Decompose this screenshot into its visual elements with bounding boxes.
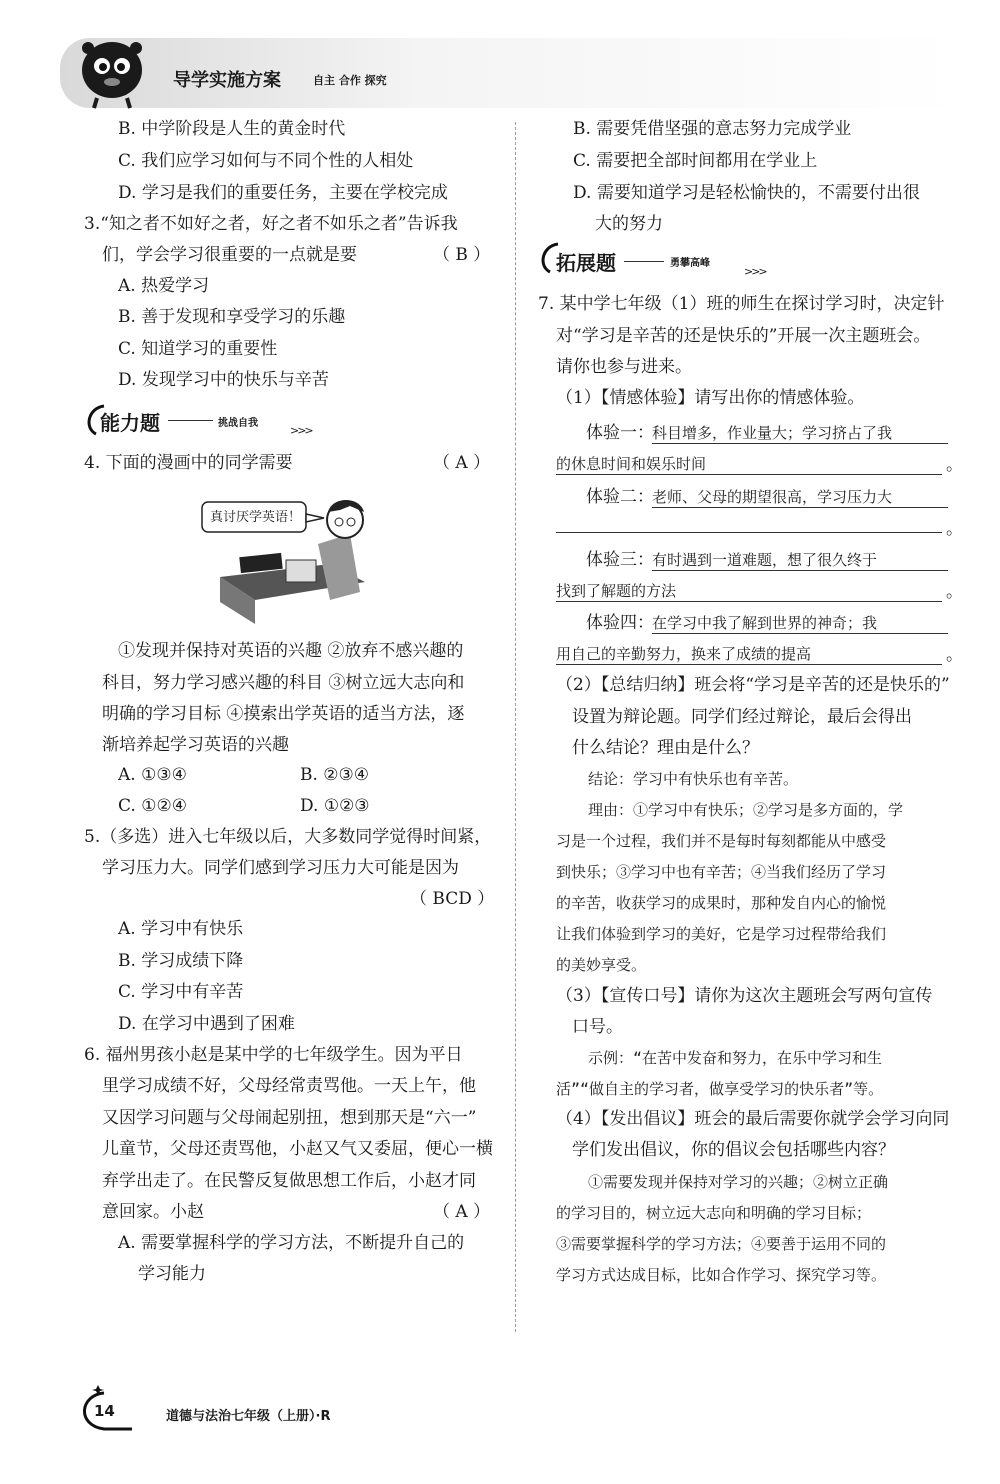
q5-option-c: C. 学习中有辛苦	[118, 982, 244, 1002]
q5-option-b: B. 学习成绩下降	[118, 951, 244, 971]
q6-stem-2: 里学习成绩不好，父母经常责骂他。一天上午，他	[102, 1076, 476, 1096]
q6-stem-1: 6. 福州男孩小赵是某中学的七年级学生。因为平日	[84, 1045, 463, 1065]
q7-part2-1: （2）【总结归纳】班会将“学习是辛苦的还是快乐的”	[556, 675, 950, 695]
q4-body-3: 明确的学习目标 ④摸索出学英语的适当方法，逐	[102, 704, 465, 724]
q5-option-a: A. 学习中有快乐	[118, 919, 244, 939]
p3-answer-1: 示例：“在苦中发奋和努力，在乐中学习和生	[588, 1049, 883, 1067]
book-title: 道德与法治七年级（上册）·R	[166, 1409, 331, 1424]
q4-option-d: D. ①②③	[300, 796, 370, 816]
section-ability-title: 能力题	[100, 411, 160, 435]
q6-option-a-1: A. 需要掌握科学的学习方法，不断提升自己的	[118, 1233, 465, 1253]
section-ext-rule	[624, 261, 664, 262]
q6-option-c: C. 需要把全部时间都用在学业上	[573, 151, 818, 171]
q7-part2-3: 什么结论？理由是什么？	[572, 738, 759, 758]
q6-answer: （ A ）	[433, 1202, 491, 1222]
exp1-label: 体验一：	[586, 423, 654, 443]
section-ability-arrows: >>>	[290, 424, 312, 437]
p2-answer-4: 到快乐；③学习中也有辛苦；④当我们经历了学习	[556, 863, 887, 881]
q5-stem-2: 学习压力大。同学们感到学习压力大可能是因为	[102, 858, 459, 878]
p2-answer-1: 结论：学习中有快乐也有辛苦。	[588, 770, 799, 788]
q7-part4-2: 学们发出倡议，你的倡议会包括哪些内容？	[572, 1140, 895, 1160]
q5-option-d: D. 在学习中遇到了困难	[118, 1014, 295, 1034]
q7-stem-2: 对“学习是辛苦的还是快乐的”开展一次主题班会。	[556, 326, 931, 346]
q4-answer: （ A ）	[433, 453, 491, 473]
q6-stem-5: 弃学出走了。在民警反复做思想工作后，小赵才同	[102, 1171, 476, 1191]
section-ext-arrows: >>>	[744, 265, 766, 278]
q6-stem-4: 儿童节，父母还责骂他，小赵又气又委屈，便心一横	[102, 1139, 493, 1159]
q2-option-c: C. 我们应学习如何与不同个性的人相处	[118, 151, 414, 171]
q4-option-b: B. ②③④	[300, 765, 370, 785]
q4-body-4: 渐培养起学习英语的兴趣	[102, 735, 289, 755]
q6-option-d-1: D. 需要知道学习是轻松愉快的，不需要付出很	[573, 183, 920, 203]
exp3-label: 体验三：	[586, 550, 654, 570]
section-ext-title: 拓展题	[556, 251, 616, 275]
q3-option-a: A. 热爱学习	[118, 276, 210, 296]
p2-answer-2: 理由：①学习中有快乐；②学习是多方面的，学	[588, 801, 904, 819]
section-ability-sub: 挑战自我	[218, 418, 258, 429]
exp3-line-a: 有时遇到一道难题，想了很久终于	[652, 550, 948, 571]
column-divider	[515, 122, 516, 1332]
q3-option-d: D. 发现学习中的快乐与辛苦	[118, 370, 329, 390]
exp2-line-a	[652, 487, 948, 508]
q4-option-c: C. ①②④	[118, 796, 187, 816]
exp4-end: 。	[946, 645, 963, 665]
q5-answer: （ BCD ）	[410, 889, 495, 909]
exp3-line-b: 找到了解题的方法	[556, 581, 942, 602]
q4-body-1: ①发现并保持对英语的兴趣 ②放弃不感兴趣的	[118, 641, 464, 661]
q6-option-a-2: 学习能力	[138, 1264, 206, 1284]
q6-option-b: B. 需要凭借坚强的意志努力完成学业	[573, 119, 852, 139]
q7-stem-1: 7. 某中学七年级（1）班的师生在探讨学习时，决定针	[538, 294, 945, 314]
exp1-line-a: 科目增多，作业量大；学习挤占了我	[652, 423, 948, 444]
q3-stem-2: 们，学会学习很重要的一点就是要	[102, 245, 357, 265]
q7-part3-1: （3）【宣传口号】请你为这次主题班会写两句宣传	[556, 986, 933, 1006]
q7-part2-2: 设置为辩论题。同学们经过辩论，最后会得出	[572, 707, 912, 727]
q3-option-b: B. 善于发现和享受学习的乐趣	[118, 307, 346, 327]
q2-option-d: D. 学习是我们的重要任务，主要在学校完成	[118, 183, 448, 203]
section-ability-rule	[168, 420, 213, 421]
exp2-blank-line	[556, 532, 942, 533]
p2-answer-3: 习是一个过程，我们并不是每时每刻都能从中感受	[556, 832, 887, 850]
p2-answer-7: 的美妙享受。	[556, 956, 647, 974]
q6-stem-3: 又因学习问题与父母闹起别扭，想到那天是“六一”	[102, 1108, 477, 1128]
exp4-line-b: 用自己的辛勤努力，换来了成绩的提高	[556, 644, 942, 665]
q7-part1: （1）【情感体验】请写出你的情感体验。	[556, 388, 865, 408]
cartoon-speech: 真讨厌学英语！	[210, 510, 302, 525]
q3-stem-1: 3.“知之者不如好之者，好之者不如乐之者”告诉我	[84, 214, 458, 234]
exp1-line-b: 的休息时间和娱乐时间	[556, 454, 942, 475]
exp4-line-a: 在学习中我了解到世界的神奇；我	[652, 613, 948, 634]
mascot-icon	[72, 30, 152, 110]
q6-option-d-2: 大的努力	[595, 214, 663, 234]
q3-answer: （ B ）	[433, 245, 491, 265]
q4-stem: 4. 下面的漫画中的同学需要	[84, 453, 293, 473]
p4-answer-2: 的学习目的，树立远大志向和明确的学习目标；	[556, 1204, 872, 1222]
q3-option-c: C. 知道学习的重要性	[118, 339, 278, 359]
exp2-end: 。	[946, 519, 963, 539]
exp1-end: 。	[946, 455, 963, 475]
p4-answer-1: ①需要发现并保持对学习的兴趣；②树立正确	[588, 1173, 889, 1191]
q7-stem-3: 请你也参与进来。	[556, 357, 692, 377]
header-title: 导学实施方案	[173, 70, 281, 91]
q4-body-2: 科目，努力学习感兴趣的科目 ③树立远大志向和	[102, 673, 465, 693]
q4-option-a: A. ①③④	[118, 765, 187, 785]
q6-stem-6: 意回家。小赵	[102, 1202, 204, 1222]
p4-answer-4: 学习方式达成目标，比如合作学习、探究学习等。	[556, 1266, 887, 1284]
page-number: 14	[94, 1402, 115, 1420]
section-ext-sub: 勇攀高峰	[670, 258, 710, 269]
p4-answer-3: ③需要掌握科学的学习方法；④要善于运用不同的	[556, 1235, 887, 1253]
exp3-end: 。	[946, 582, 963, 602]
header-subtitle: 自主 合作 探究	[313, 74, 387, 87]
q7-part3-2: 口号。	[572, 1017, 623, 1037]
exp2-label: 体验二：	[586, 487, 654, 507]
q7-part4-1: （4）【发出倡议】班会的最后需要你就学会学习向同	[556, 1109, 950, 1129]
p3-answer-2: 活”“做自主的学习者，做享受学习的快乐者”等。	[556, 1080, 884, 1098]
p2-answer-5: 的辛苦，收获学习的成果时，那种发自内心的愉悦	[556, 894, 887, 912]
cartoon-illustration	[200, 482, 400, 624]
p2-answer-6: 让我们体验到学习的美好，它是学习过程带给我们	[556, 925, 887, 943]
q2-option-b: B. 中学阶段是人生的黄金时代	[118, 119, 346, 139]
exp2-text: 老师、父母的期望很高，学习压力大	[652, 488, 893, 506]
exp4-label: 体验四：	[586, 613, 654, 633]
q5-stem-1: 5.（多选）进入七年级以后，大多数同学觉得时间紧，	[84, 827, 492, 847]
